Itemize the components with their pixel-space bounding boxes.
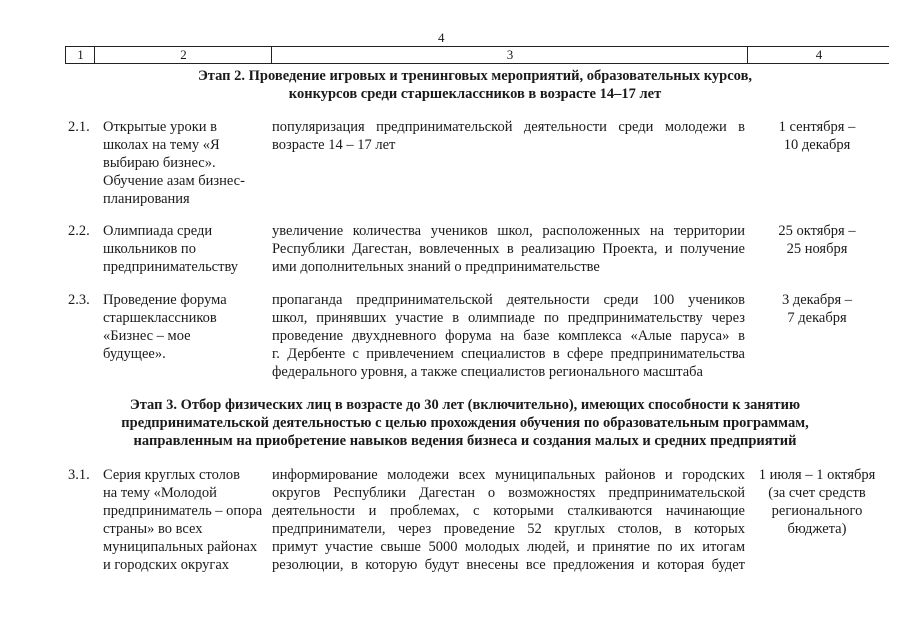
event-title — [103, 222, 263, 276]
stage2-heading-line: конкурсов среди старшеклассников в возрасте 14–17 лет — [288, 86, 662, 102]
event-description-line: округов Республики Дагестан о возможностях предпринимательской — [272, 485, 745, 501]
event-title-line: страны» во всех — [103, 521, 203, 537]
event-title-line: Олимпиада среди — [103, 223, 213, 239]
event-title-line: школах на тему «Я — [103, 137, 220, 153]
event-description-line: школ, принявших участие в олимпиаде по предпринимательству через — [272, 310, 745, 326]
event-description-line: федерального уровня, а также специалистов регионального масштаба — [272, 364, 703, 380]
event-title-line: выбираю бизнес». — [103, 155, 216, 171]
row-number: 2.3. — [68, 292, 90, 308]
event-title-line: Серия круглых столов — [103, 467, 240, 483]
event-title-line: и городских округах — [103, 557, 230, 573]
column-number-3: 3 — [271, 47, 748, 63]
event-description-line: ими дополнительных знаний о предпринимательстве — [272, 259, 600, 275]
row-number: 3.1. — [68, 467, 90, 483]
event-description-line: деятельности и проблемах, с которыми сталкиваются начинающие — [272, 503, 745, 519]
event-description — [272, 222, 745, 276]
event-dates — [752, 291, 882, 327]
event-title-line: Обучение азам бизнес- — [103, 173, 245, 189]
event-description — [272, 118, 745, 154]
event-description-line: пропаганда предпринимательской деятельности среди 100 учеников — [272, 292, 745, 308]
column-number-2: 2 — [94, 47, 272, 63]
event-date-line: 25 ноября — [786, 241, 848, 257]
event-dates — [752, 466, 882, 538]
row-number: 2.2. — [68, 223, 90, 239]
stage2-heading-line: Этап 2. Проведение игровых и тренинговых мероприятий, образовательных курсов, — [197, 68, 753, 84]
column-number-row — [65, 46, 889, 64]
event-title-line: предпринимательству — [103, 259, 239, 275]
event-date-line: 10 декабря — [783, 137, 851, 153]
event-date-line: 3 декабря – — [781, 292, 853, 308]
stage2-heading — [60, 67, 890, 103]
event-title-line: муниципальных районах — [103, 539, 258, 555]
event-description-line: проведение двухдневного форума на базе комплекса «Алые паруса» в — [272, 328, 745, 344]
event-title-line: «Бизнес – мое — [103, 328, 191, 344]
event-date-line: 7 декабря — [787, 310, 847, 326]
event-description-line: резолюции, в которую будут внесены все предложения и которая будет — [272, 557, 745, 573]
stage3-heading-line: направленным на приобретение навыков ведения бизнеса и создания малых и средних предприятий — [133, 433, 797, 449]
event-date-line: 1 июля – 1 октября — [758, 467, 876, 483]
event-dates — [752, 118, 882, 154]
event-description-line: информирование молодежи всех муниципальных районов и городских — [272, 467, 745, 483]
event-title-line: школьников по — [103, 241, 196, 257]
event-description-line: предприниматели, через проведение 52 круглых столов, в которых — [272, 521, 745, 537]
event-date-line: 1 сентября – — [778, 119, 856, 135]
event-title-line: планирования — [103, 191, 190, 207]
event-description-line: возрасте 14 – 17 лет — [272, 137, 396, 153]
event-description-line: популяризация предпринимательской деятельности среди молодежи в — [272, 119, 745, 135]
event-title-line: предприниматель – опора — [103, 503, 263, 519]
stage3-heading-line: Этап 3. Отбор физических лиц в возрасте до 30 лет (включительно), имеющих способности к занятию — [129, 397, 801, 413]
event-date-line: (за счет средств — [768, 485, 866, 501]
event-title — [103, 118, 263, 208]
event-title — [103, 466, 263, 574]
event-dates — [752, 222, 882, 258]
event-date-line: бюджета) — [787, 521, 847, 537]
event-description-line: примут участие свыше 5000 молодых людей, и принятие по их итогам — [272, 539, 745, 555]
event-title-line: на тему «Молодой — [103, 485, 217, 501]
event-date-line: 25 октября – — [778, 223, 856, 239]
event-title — [103, 291, 263, 363]
row-number: 2.1. — [68, 119, 90, 135]
column-number-4: 4 — [747, 47, 890, 63]
event-title-line: Проведение форума — [103, 292, 227, 308]
stage3-heading-line: предпринимательской деятельностью с целью прохождения обучения по образовательным программам, — [121, 415, 809, 431]
event-title-line: старшеклассников — [103, 310, 217, 326]
event-date-line: регионального — [771, 503, 863, 519]
column-number-1: 1 — [65, 47, 95, 63]
event-title-line: будущее». — [103, 346, 166, 362]
event-description — [272, 466, 745, 574]
event-description — [272, 291, 745, 381]
page-number: 4 — [438, 30, 445, 45]
event-description-line: увеличение количества учеников школ, расположенных на территории — [272, 223, 745, 239]
event-description-line: Республики Дагестан, вовлеченных в реализацию Проекта, и получение — [272, 241, 745, 257]
event-title-line: Открытые уроки в — [103, 119, 218, 135]
stage3-heading — [40, 396, 890, 450]
event-description-line: г. Дербенте с привлечением специалистов в сфере предпринимательства — [272, 346, 745, 362]
